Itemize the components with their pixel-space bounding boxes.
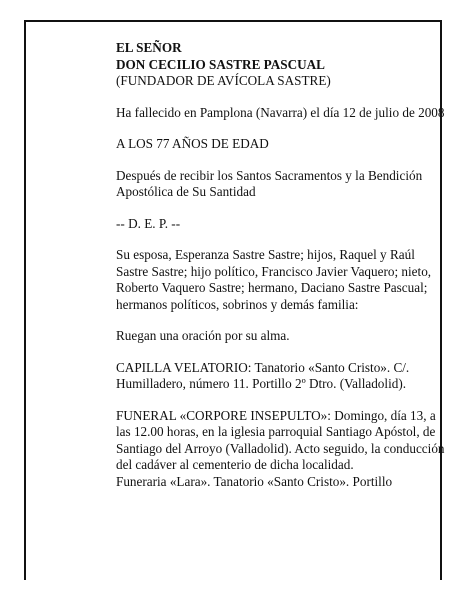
obituary-content xyxy=(116,40,446,490)
chapel-info: CAPILLA VELATORIO: Tanatorio «Santo Cristo». C/. Humilladero, número 11. Portillo 2º Dtro. (Valladolid). xyxy=(116,359,410,391)
rip-line: -- D. E. P. -- xyxy=(116,215,181,231)
funeral-info: FUNERAL «CORPORE INSEPULTO»: Domingo, día 13, a las 12.00 horas, en la iglesia parroquial Santiago Apóstol, de Santiago del Arroyo (Valladolid). Acto seguido, la conducción del cadáver al cementerio de dicha localidad. xyxy=(116,407,445,472)
sacraments-notice: Después de recibir los Santos Sacramentos y la Bendición Apostólica de Su Santidad xyxy=(116,167,423,199)
age-notice: A LOS 77 AÑOS DE EDAD xyxy=(116,136,269,151)
header-block xyxy=(116,40,446,90)
deceased-name: DON CECILIO SASTRE PASCUAL xyxy=(116,56,325,72)
death-notice: Ha fallecido en Pamplona (Navarra) el día 12 de julio de 2008 xyxy=(116,104,445,120)
header-title: EL SEÑOR xyxy=(116,40,182,55)
founder-note: (FUNDADOR DE AVÍCOLA SASTRE) xyxy=(116,73,331,88)
prayer-request: Ruegan una oración por su alma. xyxy=(116,328,290,343)
funeral-home-info: Funeraria «Lara». Tanatorio «Santo Cristo». Portillo xyxy=(116,473,393,489)
obituary-page xyxy=(24,20,445,580)
family-list: Su esposa, Esperanza Sastre Sastre; hijos, Raquel y Raúl Sastre Sastre; hijo político, Francisco Javier Vaquero; nieto, Roberto Vaquero Sastre; hermano, Daciano Sastre Pascual; hermanos políticos, sobrinos y demás familia: xyxy=(116,247,432,312)
